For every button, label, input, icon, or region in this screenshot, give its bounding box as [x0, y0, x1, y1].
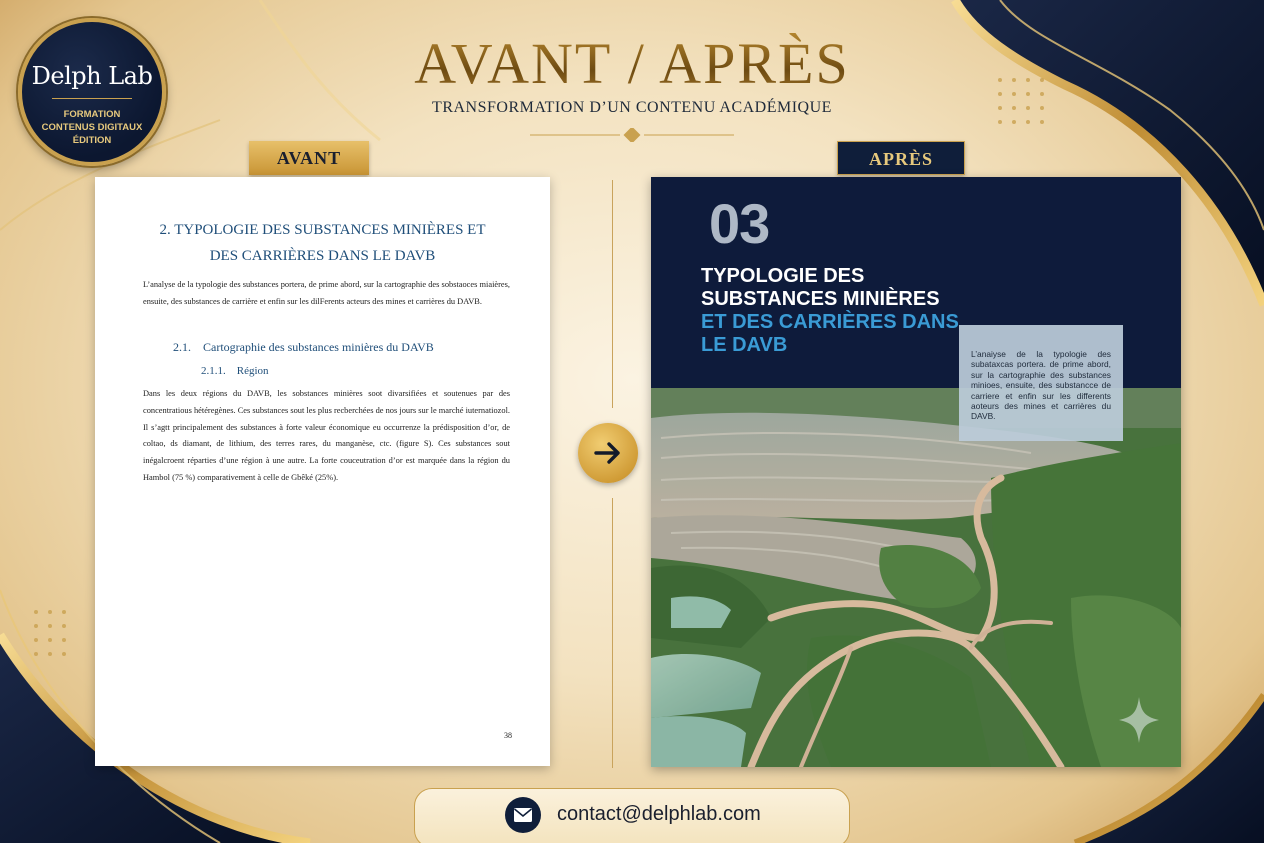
envelope-glyph: [513, 807, 533, 823]
section-number: 03: [709, 192, 770, 255]
before-paragraph-2: Dans les deux régions du DAVB, les sobstances minières soot divarsifiées et soutenues par des concentratious hétéregènes. Ces substances sout les plus recberchées de nos jours sur le marché iuternatiozol. Il s’agtt principalement des substances à forte valeur économique eu occurrenze la prédisposition d’or, de coltao, ds diamant, de lithium, des terres rares, du manganèse, ctc. (figure S). Ces substances sout inégalcroent réparties d’une région à une autre. La forte couceutration d’or est marquée dans la région du Hambol (75 %) comparativement à celle de Gbêké (25%).: [143, 389, 510, 482]
after-document-page: [651, 177, 1181, 767]
page-subtitle: TRANSFORMATION D’UN CONTENU ACADÉMIQUE: [432, 99, 832, 116]
logo-divider: [52, 98, 132, 99]
before-label: AVANT: [249, 141, 369, 175]
sparkle-icon: [1119, 697, 1159, 743]
before-document-page: [95, 177, 550, 766]
logo-tagline-line2: CONTENUS DIGITAUX: [41, 122, 143, 133]
contact-email-link[interactable]: contact@delphlab.com: [557, 803, 761, 825]
after-summary-box: L’anaiyse de la typologie des subataxcas portera. de prime abord, sur la cartographie des substances minioes, ensuite, des substancce de carriere et enfin sur les differents aoteurs des mines et carrières du DAVB.: [959, 325, 1123, 441]
after-title-white: TYPOLOGIE DES SUBSTANCES MINIÈRES: [701, 265, 940, 310]
logo-tagline: [32, 108, 152, 147]
before-heading-line2: DES CARRIÈRES DANS LE DAVB: [209, 248, 436, 264]
before-subheading: 2.1. Cartographie des substances minières du DAVB: [173, 340, 434, 354]
after-title: [701, 265, 961, 357]
title-divider: [530, 128, 734, 142]
before-heading: [135, 217, 510, 269]
after-title-highlight: ET DES CARRIÈRES DANS LE DAVB: [701, 311, 959, 356]
page-title: AVANT / APRÈS: [300, 30, 964, 97]
after-label: APRÈS: [837, 141, 965, 175]
arrow-right-icon: [592, 437, 624, 469]
connector-line-bottom: [612, 498, 613, 768]
mail-icon: [505, 797, 541, 833]
contact-bar: [414, 788, 850, 843]
before-heading-line1: 2. TYPOLOGIE DES SUBSTANCES MINIÈRES ET: [159, 222, 486, 238]
before-page-number: 38: [504, 731, 512, 740]
before-paragraph-1: L’analyse de la typologie des substances portera, de prime abord, sur la cartographie des sobstaoces miaières, ensuite, des substances de carrière et enfin sur les dilFerents acteurs des mines et carrières du DAVB.: [143, 280, 510, 306]
logo-name: Delph Lab: [31, 62, 153, 90]
delph-lab-logo: [18, 18, 166, 166]
logo-tagline-line3: ÉDITION: [72, 135, 112, 146]
mining-landscape-photo: [651, 388, 1181, 767]
connector-line-top: [612, 180, 613, 408]
transform-arrow: [578, 423, 638, 483]
before-subsubheading: 2.1.1. Région: [201, 365, 269, 377]
logo-tagline-line1: FORMATION: [63, 109, 121, 120]
